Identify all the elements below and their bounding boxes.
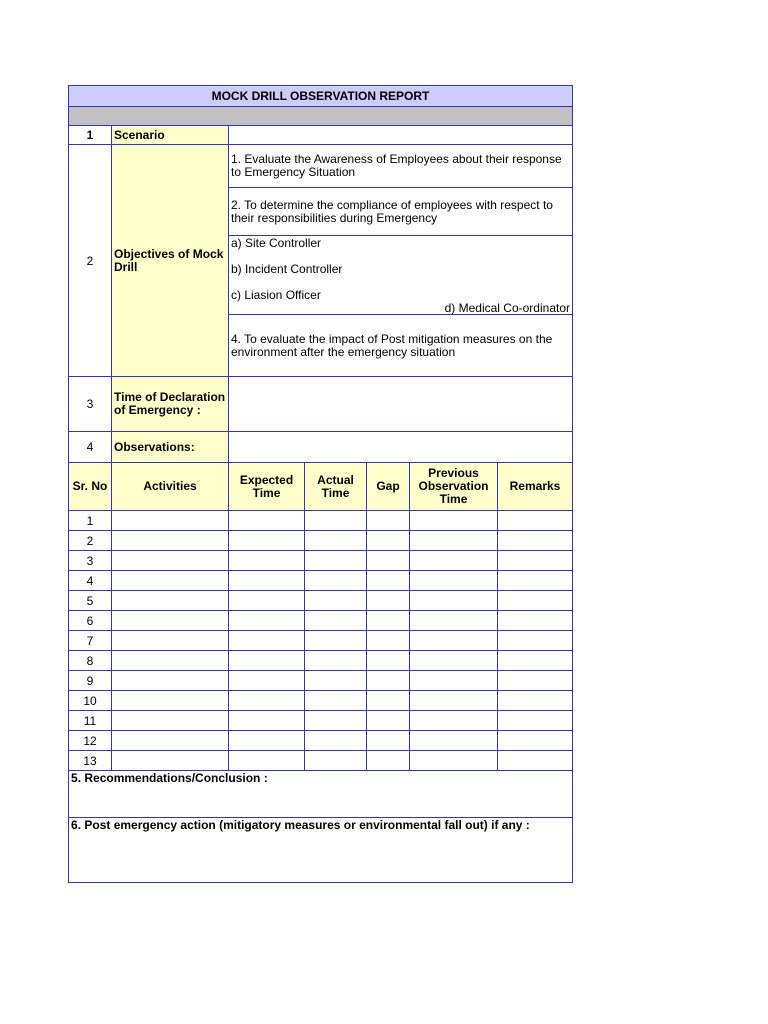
row-number: 3	[69, 551, 112, 571]
table-cell[interactable]	[498, 631, 573, 651]
table-cell[interactable]	[305, 591, 367, 611]
table-cell[interactable]	[498, 591, 573, 611]
row-number: 2	[69, 531, 112, 551]
objective-item-2: 2. To determine the compliance of employees with respect to their responsibilities during Emergency	[229, 188, 572, 236]
row-number: 8	[69, 651, 112, 671]
table-cell[interactable]	[410, 531, 498, 551]
table-cell[interactable]	[367, 591, 410, 611]
table-cell[interactable]	[410, 751, 498, 771]
table-cell[interactable]	[410, 511, 498, 531]
table-row	[69, 571, 573, 591]
table-cell[interactable]	[112, 711, 229, 731]
table-cell[interactable]	[229, 651, 305, 671]
table-cell[interactable]	[498, 651, 573, 671]
table-cell[interactable]	[410, 671, 498, 691]
observations-label: Observations:	[112, 432, 229, 463]
row-number: 4	[69, 571, 112, 591]
report-sheet	[68, 85, 572, 883]
table-cell[interactable]	[367, 651, 410, 671]
report-title: MOCK DRILL OBSERVATION REPORT	[69, 86, 573, 107]
header-sr-no: Sr. No	[69, 463, 112, 511]
scenario-label: Scenario	[112, 126, 229, 145]
table-cell[interactable]	[498, 511, 573, 531]
scenario-value-cell[interactable]	[229, 126, 573, 145]
role-incident-controller: b) Incident Controller	[231, 262, 343, 276]
table-cell[interactable]	[112, 631, 229, 651]
table-cell[interactable]	[112, 731, 229, 751]
table-cell[interactable]	[112, 611, 229, 631]
table-cell[interactable]	[410, 591, 498, 611]
table-cell[interactable]	[367, 611, 410, 631]
objective-item-4: 4. To evaluate the impact of Post mitigation measures on the environment after the emergency situation	[231, 331, 553, 359]
row-number: 9	[69, 671, 112, 691]
declaration-value-cell[interactable]	[229, 377, 573, 432]
table-cell[interactable]	[498, 751, 573, 771]
table-cell[interactable]	[367, 511, 410, 531]
table-row	[69, 671, 573, 691]
table-cell[interactable]	[112, 511, 229, 531]
table-cell[interactable]	[498, 571, 573, 591]
table-cell[interactable]	[112, 751, 229, 771]
table-cell[interactable]	[305, 751, 367, 771]
table-row	[69, 551, 573, 571]
table-cell[interactable]	[367, 691, 410, 711]
table-cell[interactable]	[410, 651, 498, 671]
table-cell[interactable]	[229, 511, 305, 531]
role-medical-coordinator: d) Medical Co-ordinator	[444, 301, 570, 315]
objective-item-1: 1. Evaluate the Awareness of Employees about their response to Emergency Situation	[229, 145, 572, 188]
table-cell[interactable]	[367, 671, 410, 691]
table-cell[interactable]	[229, 731, 305, 751]
table-cell[interactable]	[367, 531, 410, 551]
table-row	[69, 651, 573, 671]
table-cell[interactable]	[305, 631, 367, 651]
table-cell[interactable]	[305, 511, 367, 531]
table-row	[69, 531, 573, 551]
table-cell[interactable]	[229, 751, 305, 771]
table-cell[interactable]	[229, 611, 305, 631]
table-cell[interactable]	[229, 631, 305, 651]
table-cell[interactable]	[305, 531, 367, 551]
table-cell[interactable]	[410, 731, 498, 751]
table-row	[69, 511, 573, 531]
table-row	[69, 591, 573, 611]
row-number: 7	[69, 631, 112, 651]
table-cell[interactable]	[498, 531, 573, 551]
table-cell[interactable]	[367, 731, 410, 751]
table-cell[interactable]	[305, 711, 367, 731]
table-cell[interactable]	[410, 611, 498, 631]
observation-rows	[69, 511, 573, 771]
table-cell[interactable]	[305, 651, 367, 671]
scenario-number: 1	[69, 126, 112, 145]
table-cell[interactable]	[410, 571, 498, 591]
row-number: 13	[69, 751, 112, 771]
table-cell[interactable]	[498, 691, 573, 711]
recommendations-cell[interactable]	[69, 771, 573, 818]
header-previous-observation-time: Previous Observation Time	[410, 463, 498, 511]
row-number: 6	[69, 611, 112, 631]
recommendations-number: 5	[71, 771, 78, 785]
table-cell[interactable]	[367, 631, 410, 651]
table-cell[interactable]	[498, 731, 573, 751]
table-cell[interactable]	[410, 691, 498, 711]
table-cell[interactable]	[229, 571, 305, 591]
table-cell[interactable]	[112, 551, 229, 571]
table-cell[interactable]	[498, 671, 573, 691]
row-number: 1	[69, 511, 112, 531]
table-row	[69, 611, 573, 631]
role-liasion-officer: c) Liasion Officer	[231, 288, 321, 302]
table-cell[interactable]	[410, 631, 498, 651]
table-cell[interactable]	[498, 611, 573, 631]
header-actual-time: Actual Time	[305, 463, 367, 511]
grey-band	[69, 107, 573, 126]
table-cell[interactable]	[112, 671, 229, 691]
objective-roles	[229, 236, 572, 315]
table-cell[interactable]	[305, 551, 367, 571]
table-cell[interactable]	[112, 571, 229, 591]
declaration-number: 3	[69, 377, 112, 432]
row-number: 10	[69, 691, 112, 711]
report-table	[68, 85, 573, 883]
table-cell[interactable]	[367, 551, 410, 571]
objectives-content	[229, 145, 573, 377]
table-cell[interactable]	[112, 691, 229, 711]
table-cell[interactable]	[229, 591, 305, 611]
table-cell[interactable]	[229, 711, 305, 731]
objectives-label: Objectives of Mock Drill	[112, 145, 229, 377]
table-cell[interactable]	[367, 711, 410, 731]
table-cell[interactable]	[229, 671, 305, 691]
header-remarks: Remarks	[498, 463, 573, 511]
observations-value-cell[interactable]	[229, 432, 573, 463]
table-cell[interactable]	[410, 551, 498, 571]
role-site-controller: a) Site Controller	[231, 236, 322, 250]
table-row	[69, 751, 573, 771]
table-cell[interactable]	[112, 591, 229, 611]
table-cell[interactable]	[229, 691, 305, 711]
observations-number: 4	[69, 432, 112, 463]
table-row	[69, 731, 573, 751]
table-cell[interactable]	[305, 671, 367, 691]
table-cell[interactable]	[498, 551, 573, 571]
table-cell[interactable]	[229, 551, 305, 571]
table-row	[69, 691, 573, 711]
post-emergency-cell[interactable]	[69, 818, 573, 883]
table-cell[interactable]	[305, 691, 367, 711]
header-expected-time: Expected Time	[229, 463, 305, 511]
table-cell[interactable]	[498, 711, 573, 731]
table-cell[interactable]	[305, 731, 367, 751]
recommendations-label: . Recommendations/Conclusion :	[77, 771, 268, 785]
post-emergency-label: . Post emergency action (mitigatory measures or environmental fall out) if any :	[77, 818, 530, 832]
row-number: 12	[69, 731, 112, 751]
table-row	[69, 711, 573, 731]
header-gap: Gap	[367, 463, 410, 511]
table-row	[69, 631, 573, 651]
row-number: 5	[69, 591, 112, 611]
table-cell[interactable]	[367, 571, 410, 591]
post-emergency-number: 6	[71, 818, 78, 832]
table-cell[interactable]	[367, 751, 410, 771]
table-cell[interactable]	[305, 611, 367, 631]
declaration-label: Time of Declaration of Emergency :	[112, 377, 229, 432]
table-cell[interactable]	[229, 531, 305, 551]
table-cell[interactable]	[410, 711, 498, 731]
table-cell[interactable]	[305, 571, 367, 591]
table-cell[interactable]	[112, 531, 229, 551]
row-number: 11	[69, 711, 112, 731]
table-cell[interactable]	[112, 651, 229, 671]
header-activities: Activities	[112, 463, 229, 511]
objectives-number: 2	[69, 145, 112, 377]
